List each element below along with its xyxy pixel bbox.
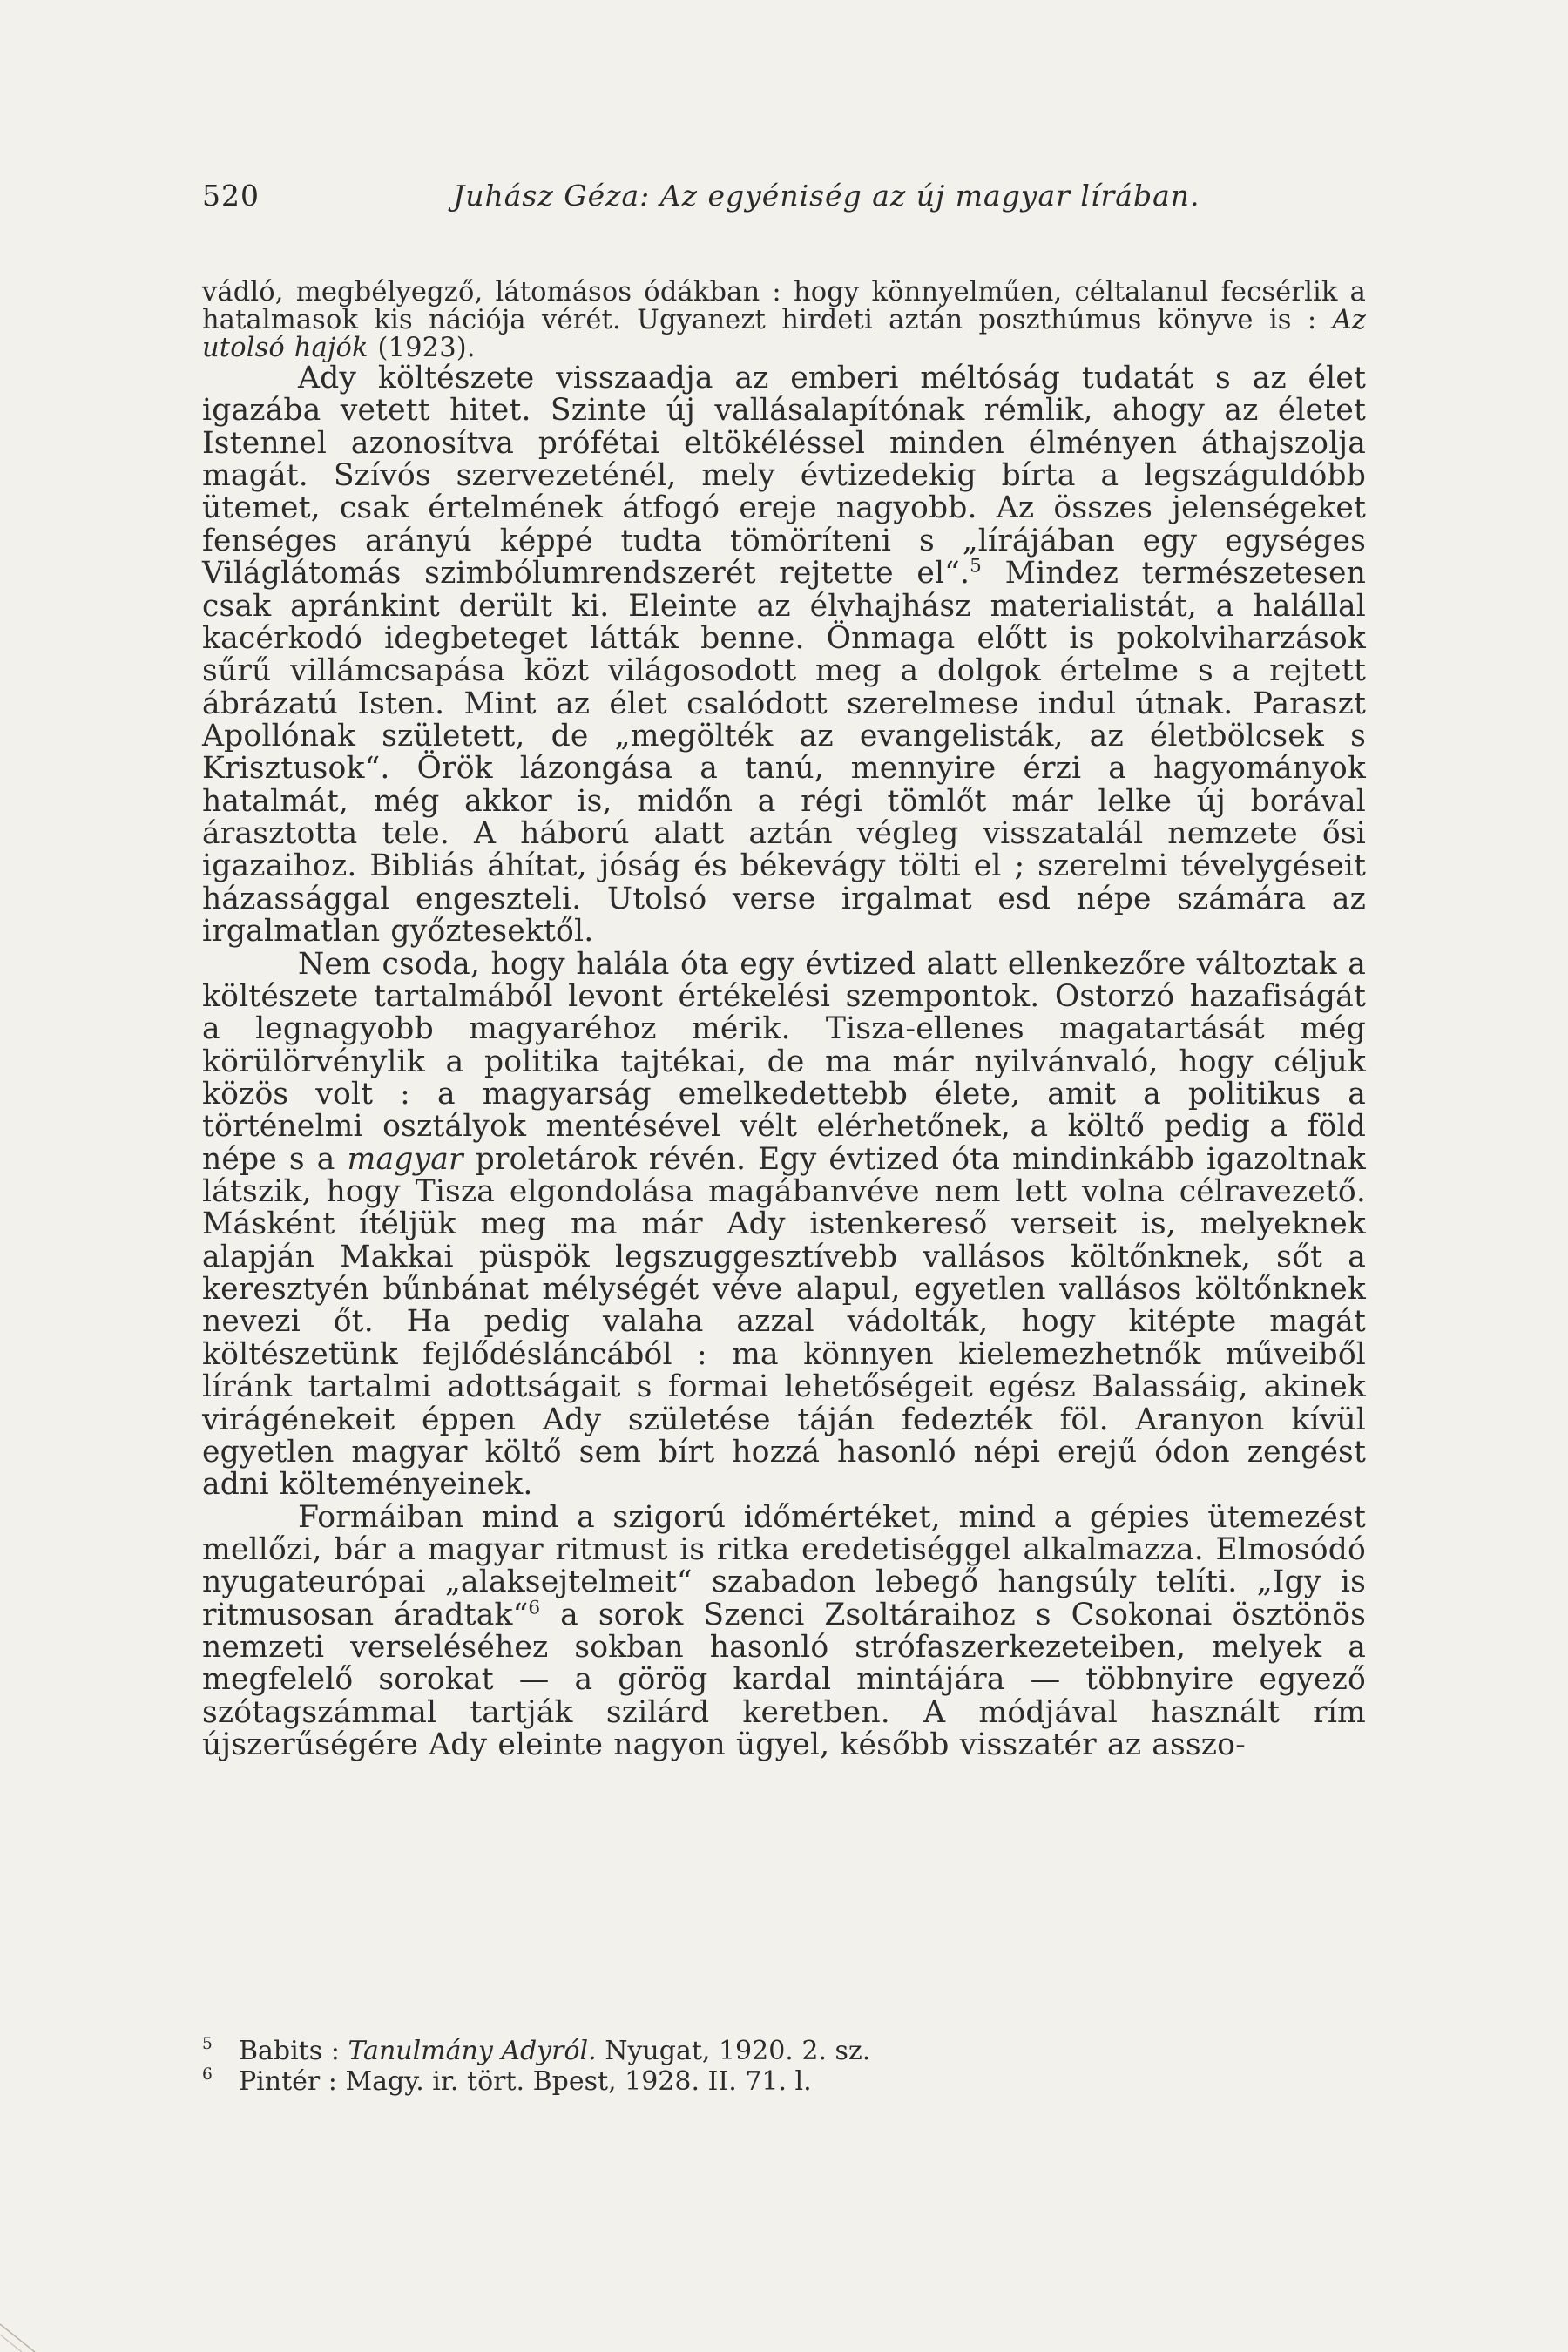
footnote-title: Tanulmány Adyról. — [348, 2036, 597, 2066]
footnote-source: Magy. ir. tört. Bpest, 1928. II. 71. l. — [345, 2065, 812, 2097]
page-corner-mark — [0, 2317, 52, 2352]
paragraph-text: vádló, megbélyegző, látomásos ódákban : hogy könnyelműen, céltalanul fecsérlik a hatalmasok kis nációja vérét. Ugyanezt hirdeti aztán poszthúmus könyve is : — [202, 277, 1366, 336]
footnote-ref-6: 6 — [528, 1597, 541, 1619]
footnote-author: Pintér : — [239, 2065, 337, 2097]
footnote-author: Babits : — [239, 2036, 340, 2066]
paragraph-forms — [202, 1499, 1366, 1763]
paragraph-continuation — [202, 279, 1366, 362]
paragraph-text: a sorok Szenci Zsoltáraihoz s Csokonai ösztönös nemzeti verseléséhez sokban hasonló strófaszerkezeteiben, melyek a megfelelő sorokat — a görög kardal mintájára — többnyire egyező szótagszámmal tartják szilárd keretben. A módjával használt rím újszerűségére Ady eleinte nagyon ügyel, később visszatér az asszo- — [202, 1597, 1366, 1763]
paragraph-text: proletárok révén. Egy évtized óta mindinkább igazoltnak látszik, hogy Tisza elgondolása magábanvéve nem lett volna célravezető. Másként ítéljük meg ma már Ady istenkereső verseit is, melyeknek alapján Makkai püspök legszuggesztívebb vallásos költőnknek, sőt a keresztyén bűnbánat mélységét véve alapul, egyetlen vallásos költőnknek nevezi őt. Ha pedig valaha azzal vádolták, hogy kitépte magát költészetünk fejlődésláncából : ma könnyen kielemezhetnők műveiből líránk tartalmi adottságait s formai lehetőségeit egész Balassáig, akinek virágénekeit éppen Ady születése táján fedezték föl. Aranyon kívül egyetlen magyar költő sem bírt hozzá hasonló népi erejű ódon zengést adni költeményeinek. — [202, 1141, 1366, 1503]
footnote-ref-5: 5 — [970, 555, 982, 578]
paragraph-text: (1923). — [377, 333, 476, 364]
paragraph-text: Formáiban mind a szigorú időmértéket, mind a gépies ütemezést mellőzi, bár a magyar ritmust is ritka eredetiséggel alkalmazza. Elmosódó nyugateurópai „alaksejtelmeit“ szabadon lebegő hangsúly telíti. „Igy is ritmusosan áradtak“ — [202, 1499, 1366, 1632]
footnote-source: Nyugat, 1920. 2. sz. — [605, 2036, 871, 2066]
footnote-6 — [202, 2067, 1366, 2098]
footnote-5 — [202, 2037, 1366, 2067]
paragraph-text: Mindez természetesen csak apránkint derült ki. Eleinte az élvhajhász materialistát, a halállal kacérkodó idegbeteget látták benne. Önmaga előtt is pokolviharzások sűrű villámcsapása közt világosodott meg a dolgok értelme s a rejtett ábrázatú Isten. Mint az élet csalódott szerelmese indul útnak. Paraszt Apollónak született, de „megölték az evangelisták, az életbölcsek s Krisztusok“. Örök lázongása a tanú, mennyire érzi a hagyományok hatalmát, még akkor is, midőn a régi tömlőt már lelke új borával árasztotta tele. A háború alatt aztán végleg visszatalál nemzete ősi igazaihoz. Bibliás áhítat, jóság és békevágy tölti el ; szerelmi tévelygéseit házassággal engeszteli. Utolsó verse irgalmat esd népe számára az irgalmatlan győztesektől. — [202, 556, 1366, 950]
emphasis-word: magyar — [347, 1141, 463, 1177]
book-title: Az utolsó hajók — [202, 305, 1366, 364]
page-header — [202, 179, 1366, 213]
paragraph-text: Ady költészete visszaadja az emberi méltóság tudatát s az élet igazába vetett hitet. Szinte új vallásalapítónak rémlik, ahogy az életet Istennel azonosítva prófétai eltökéléssel minden élményen áthajszolja magát. Szívós szervezeténél, mely évtizedekig bírta a legszáguldóbb ütemet, csak értelmének átfogó ereje nagyobb. Az összes jelenségeket fenséges arányú képpé tudta tömöríteni s „lírájában egy egységes Világlátomás szimbólumrendszerét rejtette el“. — [202, 361, 1366, 591]
paragraph-text: Nem csoda, hogy halála óta egy évtized alatt ellenkezőre változtak a költészete tartalmából levont értékelési szempontok. Ostorzó hazafiságát a legnagyobb magyaréhoz mérik. Tisza-ellenes magatartását még körülörvénylik a politika tajtékai, de ma már nyilvánvaló, hogy céljuk közös volt : a magyarság emelkedettebb élete, amit a politikus a történelmi osztályok mentésével vélt elérhetőnek, a költő pedig a föld népe s a — [202, 946, 1366, 1177]
page-number: 520 — [202, 179, 260, 213]
body-text — [202, 279, 1366, 1762]
paragraph-evaluation — [202, 946, 1366, 1503]
running-title: Juhász Géza: Az egyéniség az új magyar lírában. — [453, 179, 1200, 213]
footnote-number: 5 — [202, 2035, 213, 2054]
footnote-number: 6 — [202, 2065, 213, 2084]
paragraph-ady-poetry — [202, 362, 1366, 948]
footnotes — [202, 2037, 1366, 2098]
